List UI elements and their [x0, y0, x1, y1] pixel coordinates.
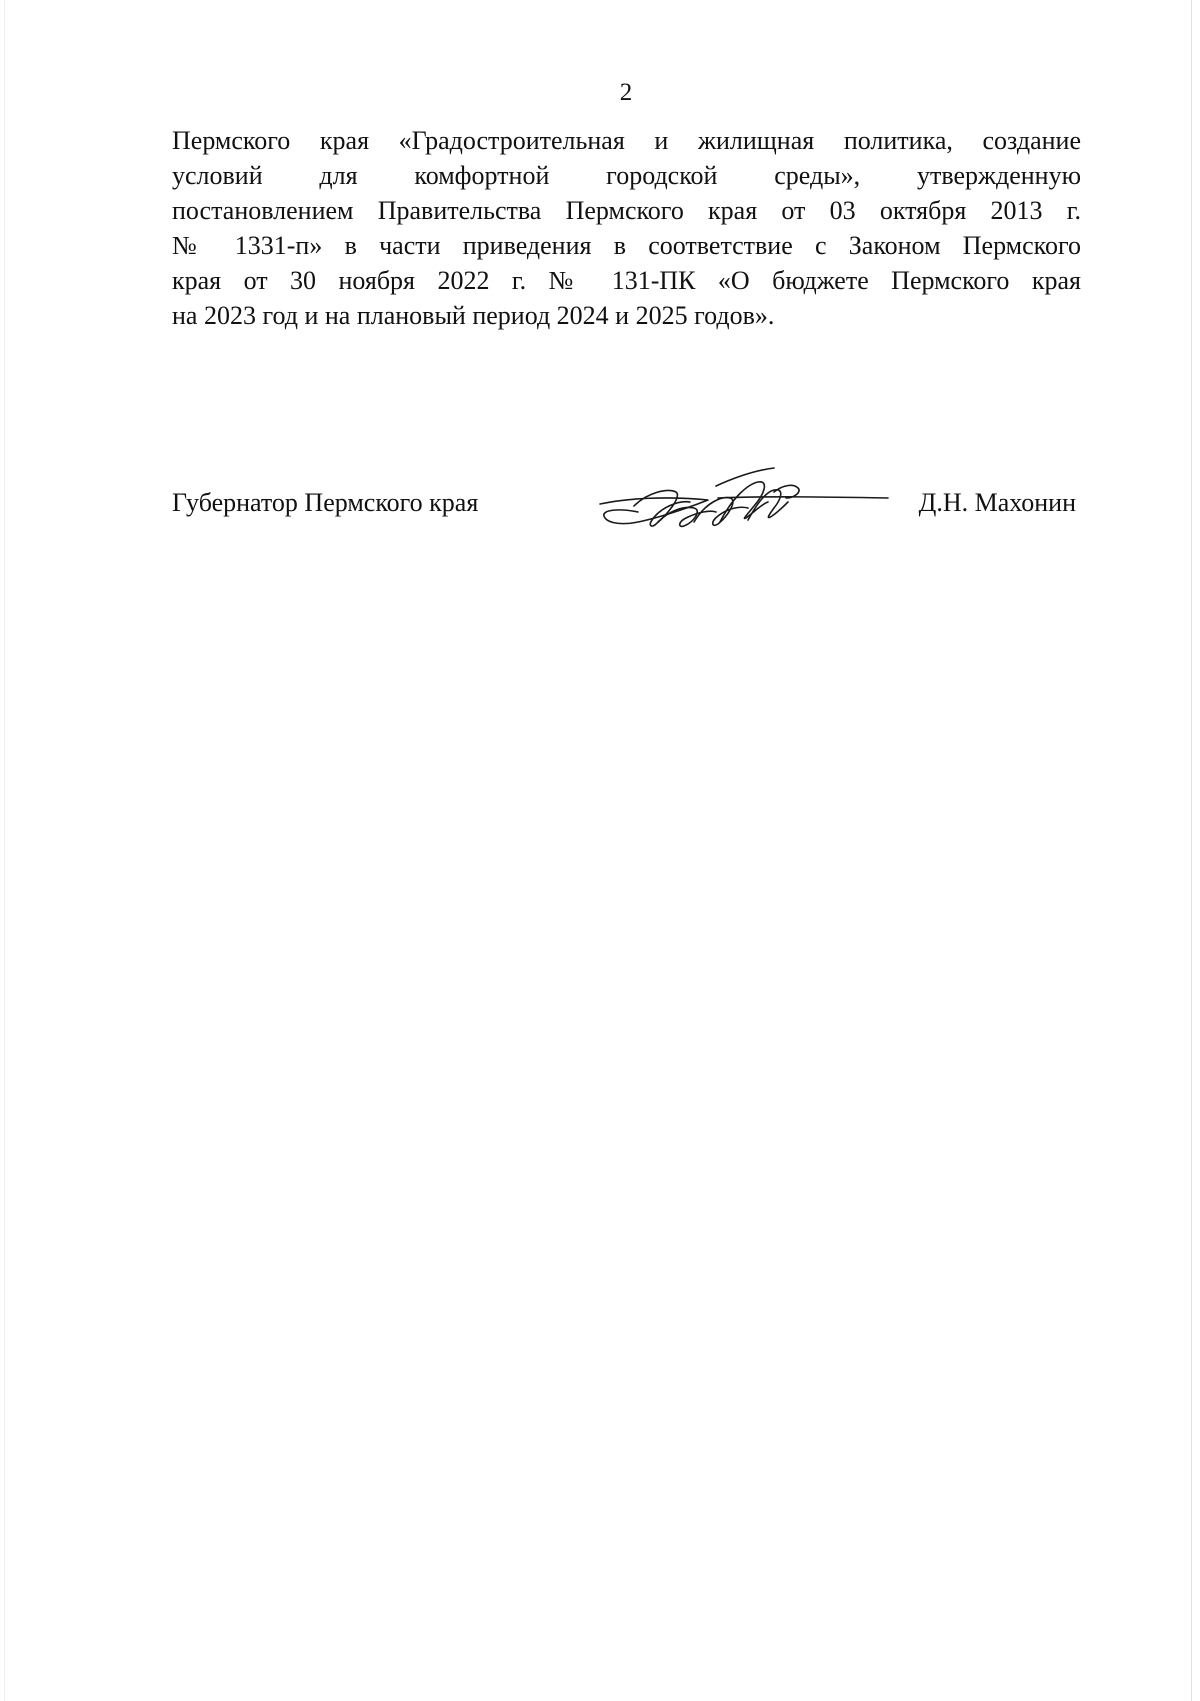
paragraph-line: № 1331-п» в части приведения в соответствие с Законом Пермского	[172, 231, 1081, 260]
paragraph-line: постановлением Правительства Пермского края от 03 октября 2013 г.	[172, 196, 1081, 225]
paragraph-line: на 2023 год и на плановый период 2024 и 2025 годов».	[172, 301, 775, 330]
paragraph-line: Пермского края «Градостроительная и жилищная политика, создание	[172, 126, 1081, 155]
paragraph-line: условий для комфортной городской среды», утвержденную	[172, 161, 1081, 190]
body-paragraph	[172, 123, 1081, 333]
scan-edge-left	[4, 0, 5, 1701]
scan-edge-right	[1191, 0, 1192, 1701]
paragraph-line: края от 30 ноября 2022 г. № 131-ПК «О бюджете Пермского края	[172, 266, 1081, 295]
signatory-name: Д.Н. Махонин	[918, 488, 1076, 517]
signatory-position: Губернатор Пермского края	[172, 488, 479, 517]
page-number: 2	[619, 79, 633, 106]
handwritten-signature-icon	[598, 462, 898, 544]
